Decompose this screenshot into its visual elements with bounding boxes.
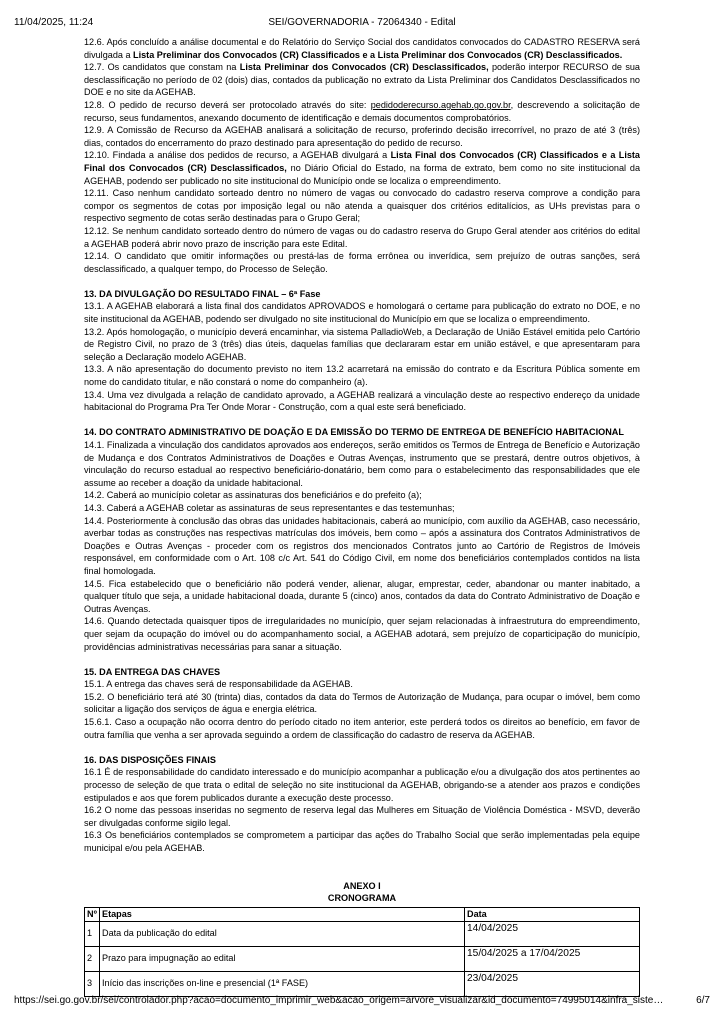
- section-gap: [84, 867, 640, 880]
- row-date: 15/04/2025 a 17/04/2025: [465, 946, 640, 971]
- section-gap: [84, 855, 640, 868]
- column-header-stage: Etapas: [100, 907, 465, 921]
- print-header: [14, 16, 710, 30]
- table-header-row: [85, 907, 640, 921]
- print-datetime: 11/04/2025, 11:24: [14, 17, 94, 28]
- schedule-table: [84, 907, 640, 997]
- document-body: [84, 36, 640, 997]
- section-16-title: 16. DAS DISPOSIÇÕES FINAIS: [84, 754, 216, 765]
- row-date: 23/04/2025: [465, 971, 640, 996]
- section-gap: [84, 414, 640, 427]
- page-number: 6/7: [696, 995, 710, 1006]
- row-number: 2: [85, 946, 100, 971]
- item-16-3: 16.3 Os beneficiários contemplados se comprometem a participar das ações do Trabalho Social que serão implementadas pela equipe municipal e/ou pela AGEHAB.: [84, 830, 640, 853]
- row-stage: Início das inscrições on-line e presencial (1ª FASE): [100, 971, 465, 996]
- row-stage: Prazo para impugnação ao edital: [100, 946, 465, 971]
- item-13-2: 13.2. Após homologação, o município deverá encaminhar, via sistema PalladioWeb, a Declaração de União Estável emitida pelo Cartório de Registro Civil, no prazo de 3 (três) dias úteis, daquelas famílias que declararam estar em união estável, e que apresentaram para seleção a Declaração modelo AGEHAB.: [84, 326, 640, 362]
- item-12-8: 12.8. O pedido de recurso deverá ser protocolado através do site: pedidoderecurso.agehab.go.gov.br, descrevendo a solicitação de recurso, seus fundamentos, anexando documento de identificação e demais documentos comprobatórios.: [84, 99, 640, 123]
- item-12-6: 12.6. Após concluído a análise documental e do Relatório do Serviço Social dos candidatos convocados do CADASTRO RESERVA será divulgada a Lista Preliminar dos Convocados (CR) Classificados e a Lista Preliminar dos Convocados (CR) Desclassificados.: [84, 37, 640, 60]
- item-13-3: 13.3. A não apresentação do documento previsto no item 13.2 acarretará na emissão do contrato e da Escritura Pública somente em nome do candidato titular, e não constará o nome do companheiro (a).: [84, 364, 640, 388]
- item-15-6-1: 15.6.1. Caso a ocupação não ocorra dentro do período citado no item anterior, este perderá todos os direitos ao benefício, em favor de outra família que venha a ser aprovada seguindo a ordem de classificação do cadastro de reserva da AGEHAB.: [84, 717, 640, 740]
- row-number: 3: [85, 971, 100, 996]
- item-14-3: 14.3. Caberá a AGEHAB coletar as assinaturas de seus representantes e das testemunhas;: [84, 502, 455, 513]
- item-16-2: 16.2 O nome das pessoas inseridas no segmento de reserva legal das Mulheres em Situação de Violência Doméstica - MSVD, deverão ser divulgadas conforme sigilo legal.: [84, 805, 640, 828]
- section-15-title: 15. DA ENTREGA DAS CHAVES: [84, 666, 221, 677]
- item-16-1: 16.1 É de responsabilidade do candidato interessado e do município acompanhar a publicação e/ou a divulgação dos atos pertinentes ao processo de seleção de que trata o edital de seleção no site institucional da AGEHAB, obrigando-se a atender aos prazos e condições estipulados e aos que forem publicados durante a execução deste processo.: [84, 767, 640, 803]
- table-row: [85, 946, 640, 971]
- section-14-title: 14. DO CONTRATO ADMINISTRATIVO DE DOAÇÃO E DA EMISSÃO DO TERMO DE ENTREGA DE BENEFÍCIO HABITACIONAL: [84, 427, 624, 438]
- column-header-date: Data: [465, 907, 640, 921]
- table-row: [85, 921, 640, 946]
- item-12-12: 12.12. Se nenhum candidato sorteado dentro do número de vagas ou do cadastro reserva do Grupo Geral atender aos critérios do edital a AGEHAB poderá abrir novo prazo de inscrição para este Edital.: [84, 225, 640, 249]
- item-14-1: 14.1. Finalizada a vinculação dos candidatos aprovados aos endereços, serão emitidos os Termos de Entrega de Benefício e Autorização de Mudança e dos Contratos Administrativos de Doações e Outras Avenças, instrumento que se prestará, dentre outros objetivos, à vinculação do recurso estadual ao respectivo beneficiário-donatário, bem como para o estabelecimento das responsabilidades que ele assume ao receber a doação da unidade habitacional.: [84, 440, 640, 488]
- row-stage: Data da publicação do edital: [100, 921, 465, 946]
- recurso-link[interactable]: pedidoderecurso.agehab.go.gov.br: [370, 99, 511, 110]
- item-12-11: 12.11. Caso nenhum candidato sorteado dentro no número de vagas ou convocado do cadastro reserva comprove a condição para compor os segmentos de cotas por imposição legal ou não atenda a quaisquer dos critérios editalícios, as UHs previstas para o respectivo segmento de cotas serão destinadas para o Grupo Geral;: [84, 188, 640, 224]
- item-15-1: 15.1. A entrega das chaves será de responsabilidade da AGEHAB.: [84, 679, 353, 690]
- print-title: SEI/GOVERNADORIA - 72064340 - Edital: [268, 17, 456, 28]
- item-14-2: 14.2. Caberá ao município coletar as assinaturas dos beneficiários e do prefeito (a);: [84, 490, 422, 501]
- row-number: 1: [85, 921, 100, 946]
- section-gap: [84, 741, 640, 754]
- row-date: 14/04/2025: [465, 921, 640, 946]
- section-gap: [84, 653, 640, 666]
- annex-title: ANEXO I: [343, 880, 381, 891]
- section-gap: [84, 275, 640, 288]
- item-12-10: 12.10. Findada a análise dos pedidos de recurso, a AGEHAB divulgará a Lista Final dos Convocados (CR) Classificados e a Lista Final dos Convocados (CR) Desclassificados, no Diário Oficial do Estado, na forma de extrato, bem como no site institucional da AGEHAB, podendo ser publicado no site institucional do Município onde se localiza o empreendimento.: [84, 150, 640, 186]
- item-13-4: 13.4. Uma vez divulgada a relação de candidato aprovado, a AGEHAB realizará a vinculação deste ao respectivo endereço da unidade habitacional do Programa Pra Ter Onde Morar - Construção, com a qual este será beneficiado.: [84, 389, 640, 413]
- item-14-5: 14.5. Fica estabelecido que o beneficiário não poderá vender, alienar, alugar, emprestar, ceder, abandonar ou manter inabitado, a qualquer título que seja, a unidade habitacional doada, durante 5 (cinco) anos, contados da data do Contrato Administrativo de Doação e Outras Avenças.: [84, 578, 640, 614]
- annex-subtitle: CRONOGRAMA: [327, 893, 397, 904]
- print-footer: [14, 994, 710, 1008]
- item-12-14: 12.14. O candidato que omitir informações ou prestá-las de forma errônea ou inverídica, sem prejuízo de outras sanções, será desclassificado, a qualquer tempo, do Processo de Seleção.: [84, 251, 640, 274]
- item-15-2: 15.2. O beneficiário terá até 30 (trinta) dias, contados da data do Termos de Autorização de Mudança, para ocupar o imóvel, bem como solicitar a ligação dos serviços de água e energia elétrica.: [84, 691, 640, 715]
- column-header-number: Nº: [85, 907, 100, 921]
- item-12-7: 12.7. Os candidatos que constam na Lista Preliminar dos Convocados (CR) Desclassificados, poderão interpor RECURSO de sua desclassificação no período de 02 (dois) dias, contados da publicação no extrato da Lista Preliminar dos Candidatos Desclassificados no DOE e no site da AGEHAB.: [84, 62, 640, 98]
- section-13-title: 13. DA DIVULGAÇÃO DO RESULTADO FINAL – 6ª Fase: [84, 288, 321, 299]
- item-12-9: 12.9. A Comissão de Recurso da AGEHAB analisará a solicitação de recurso, proferindo decisão irrecorrível, no prazo de até 3 (três) dias, contados do encerramento do prazo destinado para apresentação do pedido de recurso.: [84, 125, 640, 148]
- table-row: [85, 971, 640, 996]
- item-14-4: 14.4. Posteriormente à conclusão das obras das unidades habitacionais, caberá ao município, com auxílio da AGEHAB, caso necessário, averbar todas as construções nas respectivas matrículas dos imóveis, bem como – após a assinatura dos Contratos Administrativos de Doações e Outras Avenças - proceder com os registros dos mencionados Contratos junto ao Cartório de Registros de Imóveis responsável, em conformidade com o Art. 108 c/c Art. 541 do Código Civil, em nome dos beneficiários contemplados contidos na lista final homologada.: [84, 515, 640, 576]
- item-13-1: 13.1. A AGEHAB elaborará a lista final dos candidatos APROVADOS e homologará o certame para publicação do extrato no DOE, e no site institucional da AGEHAB, podendo ser divulgado no site institucional do Município em que se localiza o empreendimento.: [84, 301, 640, 325]
- item-14-6: 14.6. Quando detectada quaisquer tipos de irregularidades no município, quer sejam relacionadas à infraestrutura do empreendimento, quer sejam da ocupação do imóvel ou do acompanhamento social, a AGEHAB adotará, sem prejuízo de coparticipação do município, providências administrativas necessárias para sanar a situação.: [84, 616, 640, 652]
- print-url: https://sei.go.gov.br/sei/controlador.php?acao=documento_imprimir_web&acao_origem=arvore_visualizar&id_documento=74995014&infra_siste…: [14, 995, 664, 1006]
